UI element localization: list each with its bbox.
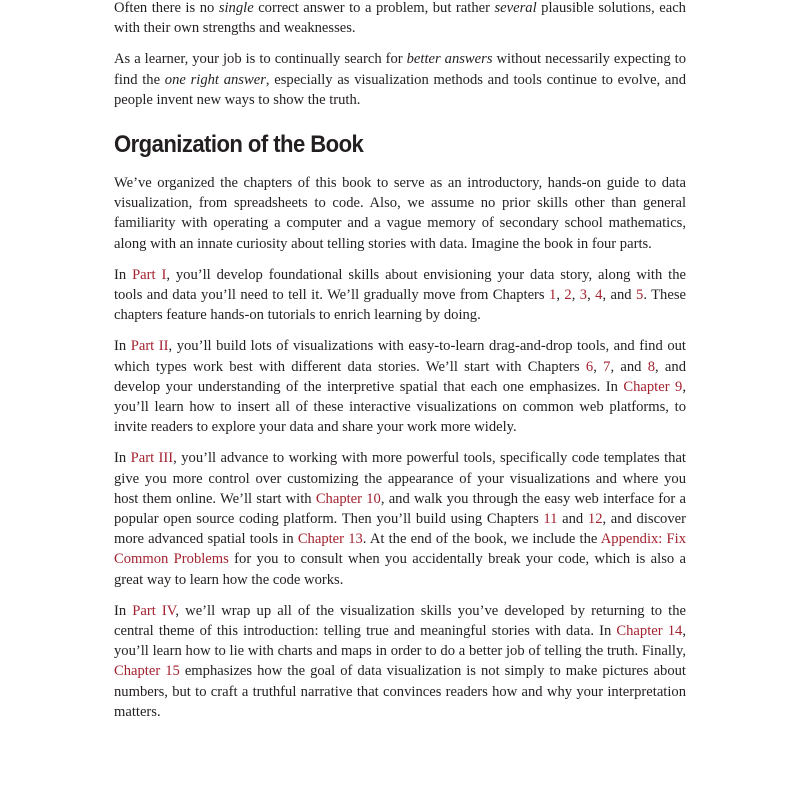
text-run: In: [114, 266, 133, 283]
text-run: ,: [571, 287, 580, 304]
part-3-paragraph: [114, 448, 686, 589]
chapter-11-link[interactable]: 11: [543, 511, 558, 528]
overview-paragraph: We’ve organized the chapters of this book to serve as an introductory, hands-on guide to data visualization, from spreadsheets to code. Also, we assume no prior skills other than general familiarity with operating a computer and a vague memory of secondary school mathematics, along with an innate curiosity about telling stories with data. Imagine the book in four parts.: [114, 175, 686, 252]
chapter-1-link[interactable]: 1: [549, 287, 557, 304]
intro-paragraph-2: [114, 49, 686, 110]
text-run: , you’ll build lots of visualizations with easy-to-learn drag-and-drop tools, and find out which types work best with different data stories. We’ll start with Chapters: [114, 338, 686, 375]
text-run: , you’ll develop foundational skills about envisioning your data story, along with the tools and data you’ll need to tell it. We’ll gradually move from Chapters: [114, 266, 686, 304]
text-run: , and discover more advanced spatial tools in: [114, 511, 686, 548]
text-run: , and walk you through the easy web interface for a popular open source coding platform. Then you’ll build using Chapters: [114, 490, 686, 528]
text-run: , and develop your understanding of the interpretive spatial that each one emphasizes. In: [114, 358, 686, 395]
text-run: . At the end of the book, we include the: [362, 531, 601, 548]
text-run: , you’ll learn how to lie with charts and maps in order to do a better job of telling the truth. Finally,: [114, 623, 686, 660]
part-4-link[interactable]: Part IV: [132, 602, 176, 619]
text-run: plausible solutions, each with their own strengths and weaknesses.: [114, 0, 686, 37]
chapter-12-link[interactable]: 12: [587, 511, 603, 528]
chapter-13-link[interactable]: Chapter 13: [297, 531, 363, 548]
appendix-link[interactable]: Appendix: Fix Common Problems: [114, 531, 687, 568]
text-run: for you to consult when you accidentally break your code, which is also a great way to learn how the code works.: [114, 551, 687, 588]
part-1-paragraph: [114, 265, 686, 326]
text-run: and: [557, 511, 588, 528]
text-run: Often there is no: [114, 0, 219, 16]
text-run: , we’ll wrap up all of the visualization skills you’ve developed by returning to the central theme of this introduction: telling true and meaningful stories with data. In: [114, 602, 686, 640]
part-3-link[interactable]: Part III: [130, 450, 174, 467]
text-run: , you’ll learn how to insert all of these interactive visualizations on common web platforms, to invite readers to explore your data and share your work more widely.: [114, 378, 686, 436]
chapter-6-link[interactable]: 6: [585, 358, 594, 375]
text-run: ,: [587, 287, 596, 304]
text-run: , and: [602, 287, 637, 304]
chapter-15-link[interactable]: Chapter 15: [114, 663, 180, 680]
part-4-paragraph: [114, 601, 686, 722]
text-run: emphasizes how the goal of data visualization is not simply to make pictures about numbers, but to craft a truthful narrative that convinces readers how and why your interpretation matters.: [114, 663, 686, 720]
chapter-7-link[interactable]: 7: [603, 358, 611, 375]
section-heading: Organization of the Book: [114, 131, 364, 159]
text-run: . These chapters feature hands-on tutorials to enrich learning by doing.: [114, 287, 686, 324]
text-column: [114, 0, 686, 733]
emphasis-better-answers: better answers: [406, 51, 493, 68]
text-run: , you’ll advance to working with more powerful tools, specifically code templates that give you more control over customizing the appearance of your visualizations and where you host them online. We’ll start with: [114, 450, 686, 507]
emphasis-one-right-answer: one right answer: [164, 71, 266, 88]
text-run: In: [114, 450, 131, 467]
chapter-2-link[interactable]: 2: [564, 287, 572, 304]
chapter-14-link[interactable]: Chapter 14: [616, 623, 683, 640]
part-2-link[interactable]: Part II: [130, 338, 169, 355]
text-run: ,: [556, 287, 565, 304]
chapter-9-link[interactable]: Chapter 9: [623, 378, 683, 395]
text-run: ,: [593, 358, 604, 375]
chapter-8-link[interactable]: 8: [647, 358, 655, 375]
part-2-paragraph: [114, 336, 686, 437]
chapter-3-link[interactable]: 3: [579, 287, 588, 304]
text-run: without necessarily expecting to find the: [114, 51, 686, 88]
chapter-4-link[interactable]: 4: [595, 287, 603, 304]
emphasis-single: single: [218, 0, 254, 16]
chapter-5-link[interactable]: 5: [636, 287, 644, 304]
intro-paragraph-1: [114, 0, 686, 38]
text-run: In: [114, 338, 131, 355]
text-run: In: [114, 602, 133, 619]
text-run: correct answer to a problem, but rather: [253, 0, 495, 16]
text-run: , and: [610, 358, 648, 375]
chapter-10-link[interactable]: Chapter 10: [315, 490, 381, 507]
text-run: As a learner, your job is to continually search for: [114, 51, 407, 68]
part-1-link[interactable]: Part I: [132, 266, 167, 283]
text-run: , especially as visualization methods and tools continue to evolve, and people invent new ways to show the truth.: [114, 71, 686, 108]
emphasis-several: several: [494, 0, 537, 16]
